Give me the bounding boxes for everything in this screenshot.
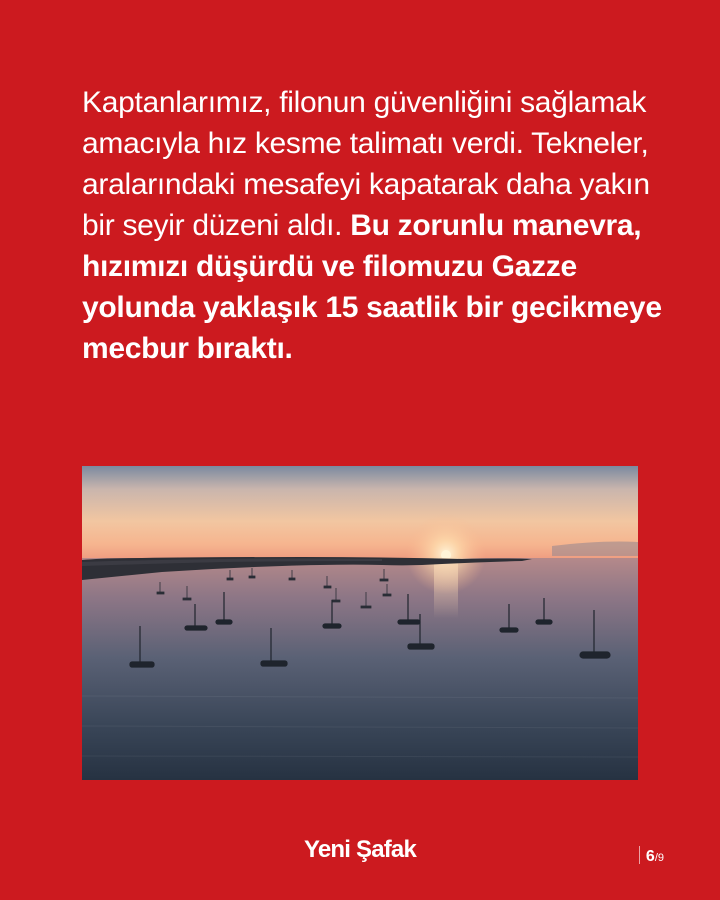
yeni-safak-logo: Yeni Şafak	[303, 836, 417, 863]
article-text-regular: Kaptanlarımız, filonun güvenliğini sağlamak amacıyla hız kesme talimatı verdi. Tekneler, aralarındaki mesafeyi kapatarak daha yakın bir seyir düzeni aldı.	[82, 86, 650, 242]
sky	[82, 466, 638, 558]
page-current: 6	[645, 848, 655, 865]
article-text	[82, 82, 662, 369]
page-total: /9	[654, 852, 664, 864]
page-separator	[639, 846, 640, 864]
article-text-bold: Bu zorunlu manevra, hızımızı düşürdü ve filomuzu Gazze yolunda yaklaşık 15 saatlik bir gecikmeye mecbur bıraktı.	[82, 209, 662, 365]
page-indicator	[639, 846, 664, 866]
sea	[82, 558, 638, 780]
sunset-sailboats-photo	[82, 466, 638, 780]
